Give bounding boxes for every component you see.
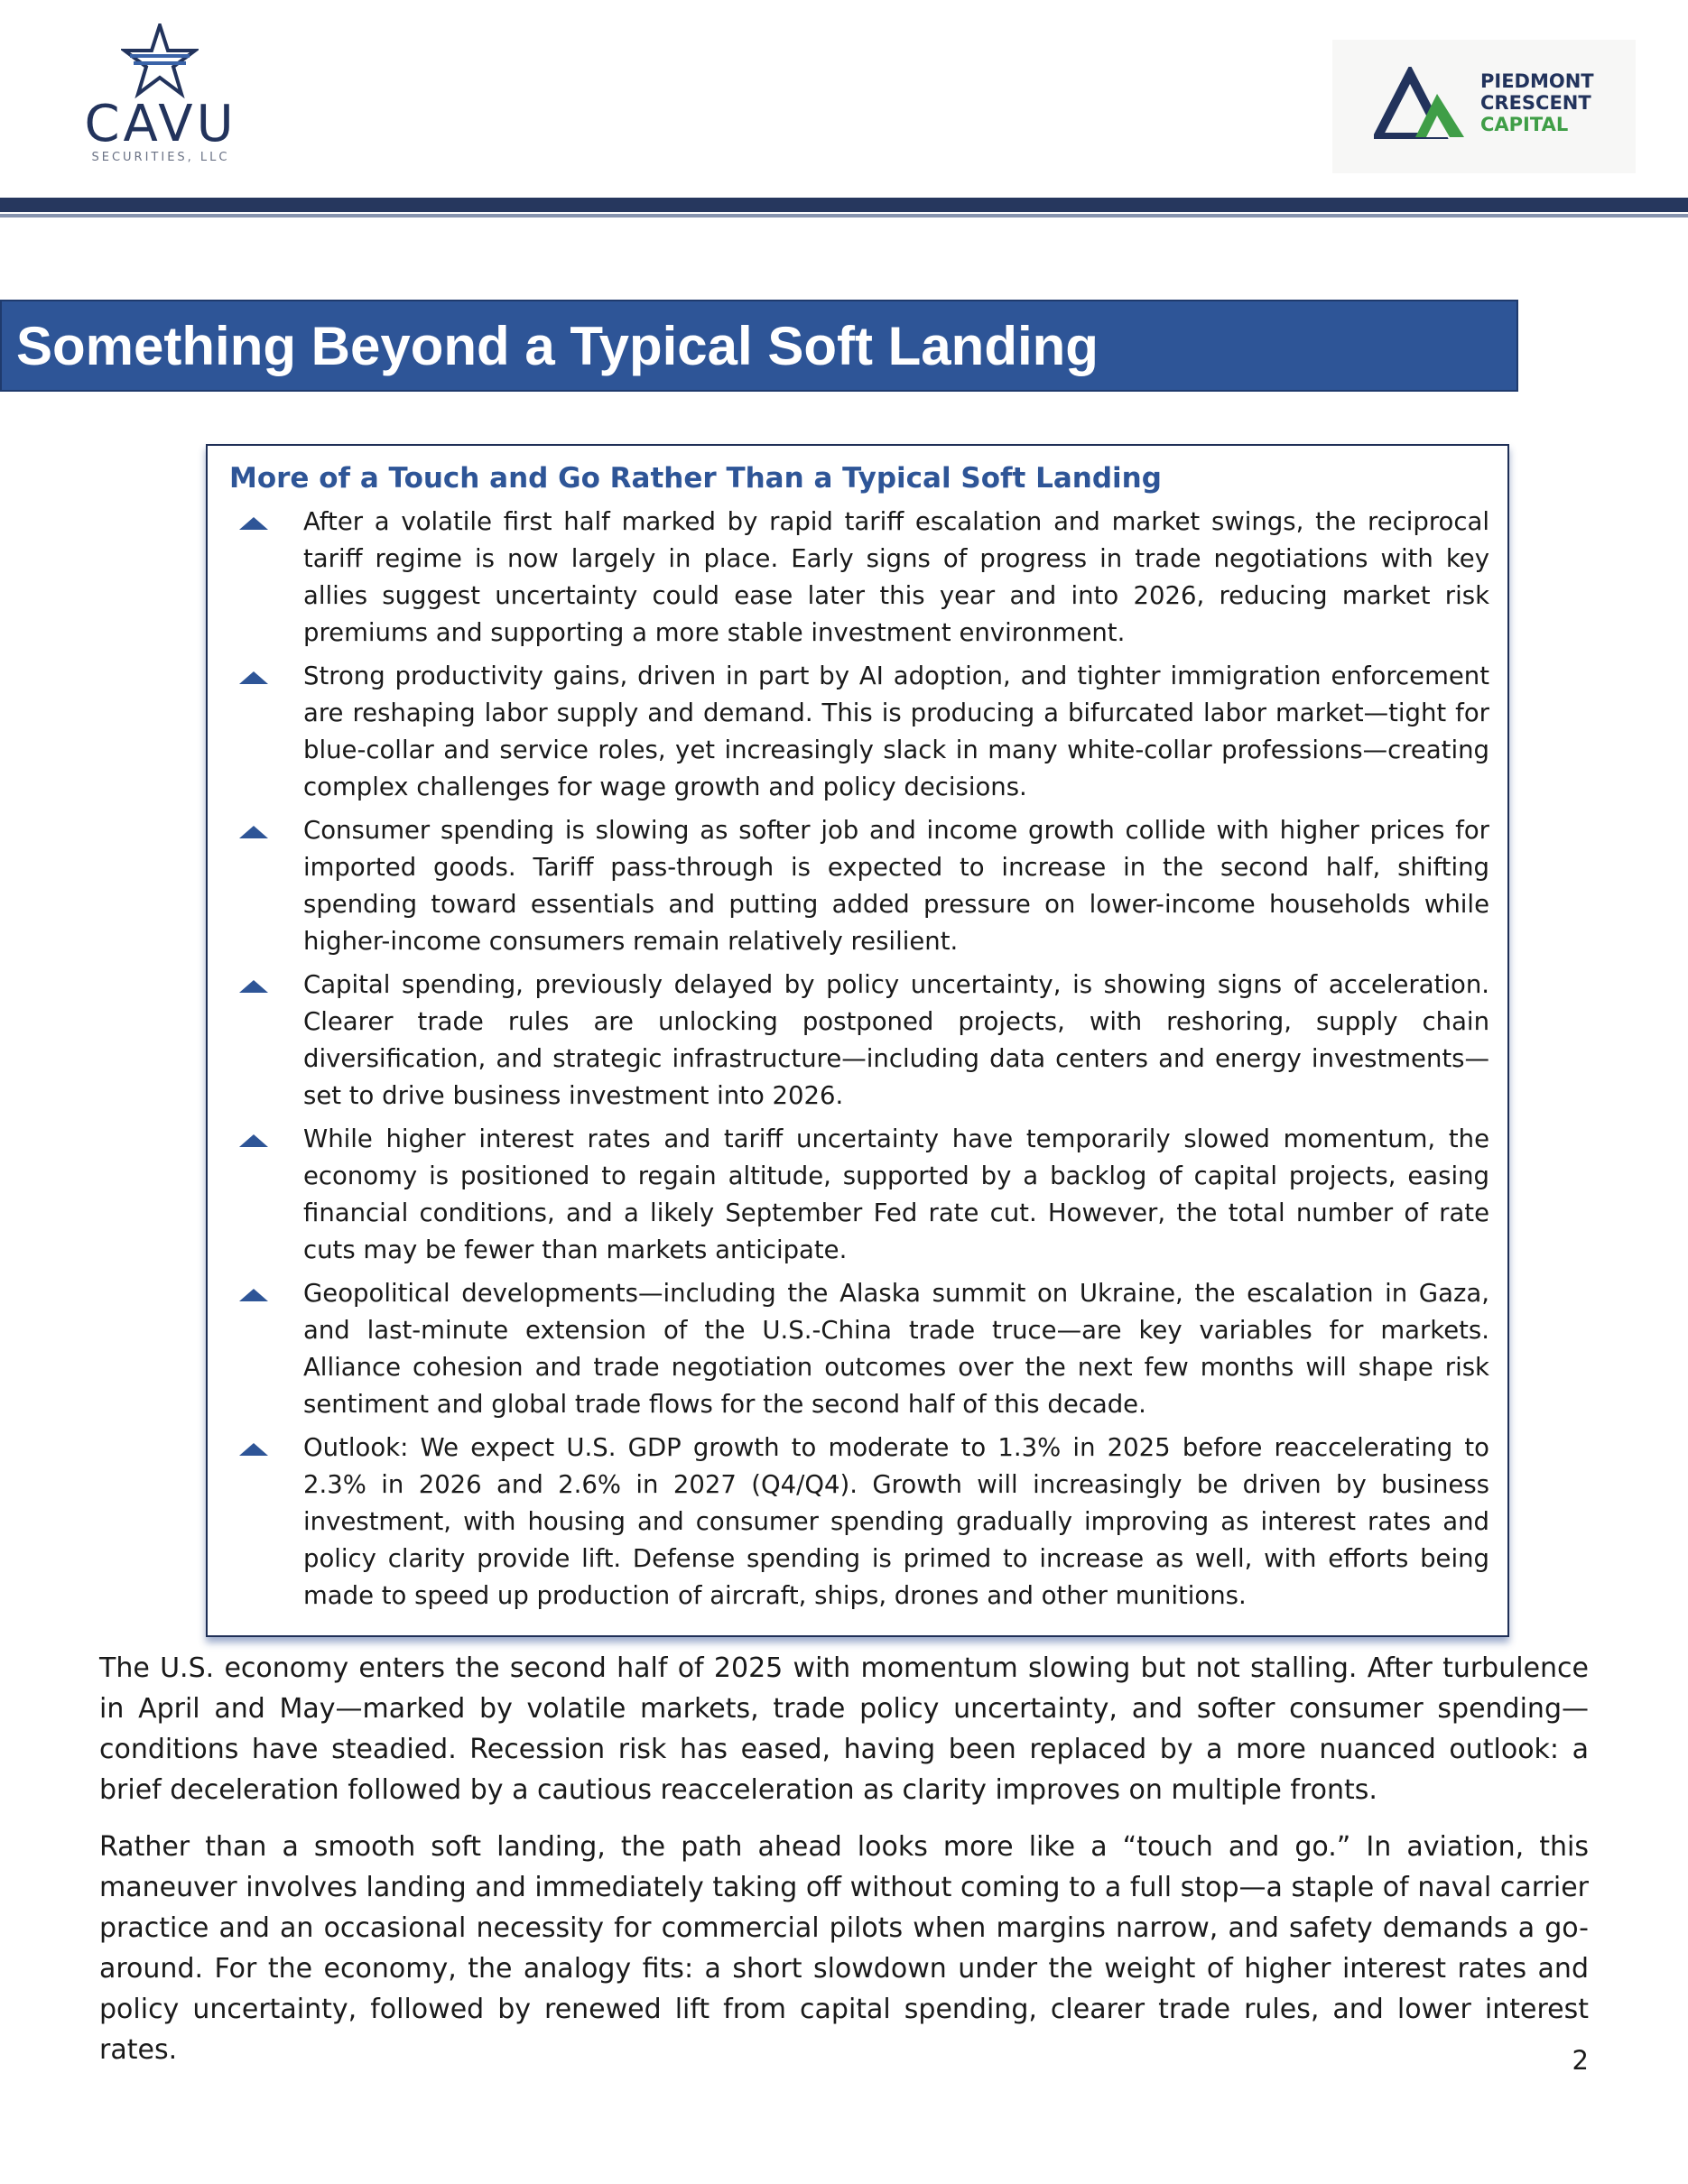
summary-bullet-text: Outlook: We expect U.S. GDP growth to moderate to 1.3% in 2025 before reaccelerating to 2.3% in 2026 and 2.6% in 2027 (Q4/Q4). Growth will increasingly be driven by business investment, with housing and consumer spending gradually improving as interest rates and policy clarity provide lift. Defense spending is primed to increase as well, with efforts being made to speed up production of aircraft, ships, drones and other munitions. [303, 1433, 1489, 1610]
summary-bullet [233, 812, 1489, 960]
cavu-logo-name: CAVU [84, 95, 237, 153]
summary-bullet [233, 1430, 1489, 1615]
triangle-bullet-icon [238, 1288, 269, 1302]
summary-bullet-text: Capital spending, previously delayed by policy uncertainty, is showing signs of acceleration. Clearer trade rules are unlocking postponed projects, with reshoring, supply chain diversification, and strategic infrastructure—including data centers and energy investments—set to drive business investment into 2026. [303, 970, 1489, 1110]
triangle-bullet-icon [238, 516, 269, 531]
body-paragraph: Rather than a smooth soft landing, the path ahead looks more like a “touch and go.” In aviation, this maneuver involves landing and immediately taking off without coming to a full stop—a staple of naval carrier practice and an occasional necessity for commercial pilots when margins narrow, and safety demands a go-around. For the economy, the analogy fits: a short slowdown under the weight of higher interest rates and policy uncertainty, followed by renewed lift from capital spending, clearer trade rules, and lower interest rates. [99, 1831, 1589, 2066]
triangle-bullet-icon [238, 825, 269, 839]
summary-bullet [233, 504, 1489, 652]
piedmont-crescent-capital-logo [1332, 40, 1636, 173]
triangle-bullet-icon [238, 979, 269, 994]
summary-bullet [233, 658, 1489, 806]
summary-bullet [233, 967, 1489, 1115]
header-rule [0, 198, 1688, 212]
triangle-bullet-icon [238, 1442, 269, 1457]
triangle-bullet-icon [238, 1134, 269, 1148]
triangle-bullet-icon [238, 671, 269, 685]
summary-bullet-text: Strong productivity gains, driven in part by AI adoption, and tighter immigration enforcement are reshaping labor supply and demand. This is producing a bifurcated labor market—tight for blue-collar and service roles, yet increasingly slack in many white-collar professions—creating complex challenges for wage growth and policy decisions. [303, 662, 1489, 801]
pcc-logo-line2: CRESCENT [1480, 92, 1591, 114]
body-paragraph: The U.S. economy enters the second half of 2025 with momentum slowing but not stalling. After turbulence in April and May—marked by volatile markets, trade policy uncertainty, and softer consumer spending—conditions have steadied. Recession risk has eased, having been replaced by a more nuanced outlook: a brief deceleration followed by a cautious reacceleration as clarity improves on multiple fronts. [99, 1652, 1589, 1806]
summary-bullet-text: Consumer spending is slowing as softer job and income growth collide with higher prices for imported goods. Tariff pass-through is expected to increase in the second half, shifting spending toward essentials and putting added pressure on lower-income households while higher-income consumers remain relatively resilient. [303, 816, 1489, 956]
body-text [99, 1648, 1589, 2087]
summary-bullet-text: After a volatile first half marked by rapid tariff escalation and market swings, the reciprocal tariff regime is now largely in place. Early signs of progress in trade negotiations with key allies suggest uncertainty could ease later this year and into 2026, reducing market risk premiums and supporting a more stable investment environment. [303, 507, 1489, 647]
summary-bullet-text: Geopolitical developments—including the Alaska summit on Ukraine, the escalation in Gaza, and last-minute extension of the U.S.-China trade truce—are key variables for markets. Alliance cohesion and trade negotiation outcomes over the next few months will shape risk sentiment and global trade flows for the second half of this decade. [303, 1279, 1489, 1419]
title-banner [0, 300, 1518, 392]
summary-bullet [233, 1275, 1489, 1423]
summary-bullet-text: While higher interest rates and tariff uncertainty have temporarily slowed momentum, the economy is positioned to regain altitude, supported by a backlog of capital projects, easing financial conditions, and a likely September Fed rate cut. However, the total number of rate cuts may be fewer than markets anticipate. [303, 1124, 1489, 1264]
page-title: Something Beyond a Typical Soft Landing [16, 316, 1099, 376]
summary-bullet-list [233, 504, 1489, 1621]
page-number: 2 [1572, 2045, 1589, 2076]
mountain-icon [1374, 67, 1473, 139]
cavu-logo-subtitle: SECURITIES, LLC [91, 151, 230, 164]
pcc-logo-line1: PIEDMONT [1480, 70, 1594, 92]
header-rule-thin [0, 214, 1688, 217]
summary-heading: More of a Touch and Go Rather Than a Typical Soft Landing [229, 462, 1162, 495]
star-icon [121, 23, 199, 99]
pcc-logo-line3: CAPITAL [1480, 114, 1569, 135]
summary-box [206, 444, 1509, 1637]
pcc-logo-text [1480, 70, 1594, 135]
cavu-logo [79, 23, 242, 168]
summary-bullet [233, 1121, 1489, 1269]
